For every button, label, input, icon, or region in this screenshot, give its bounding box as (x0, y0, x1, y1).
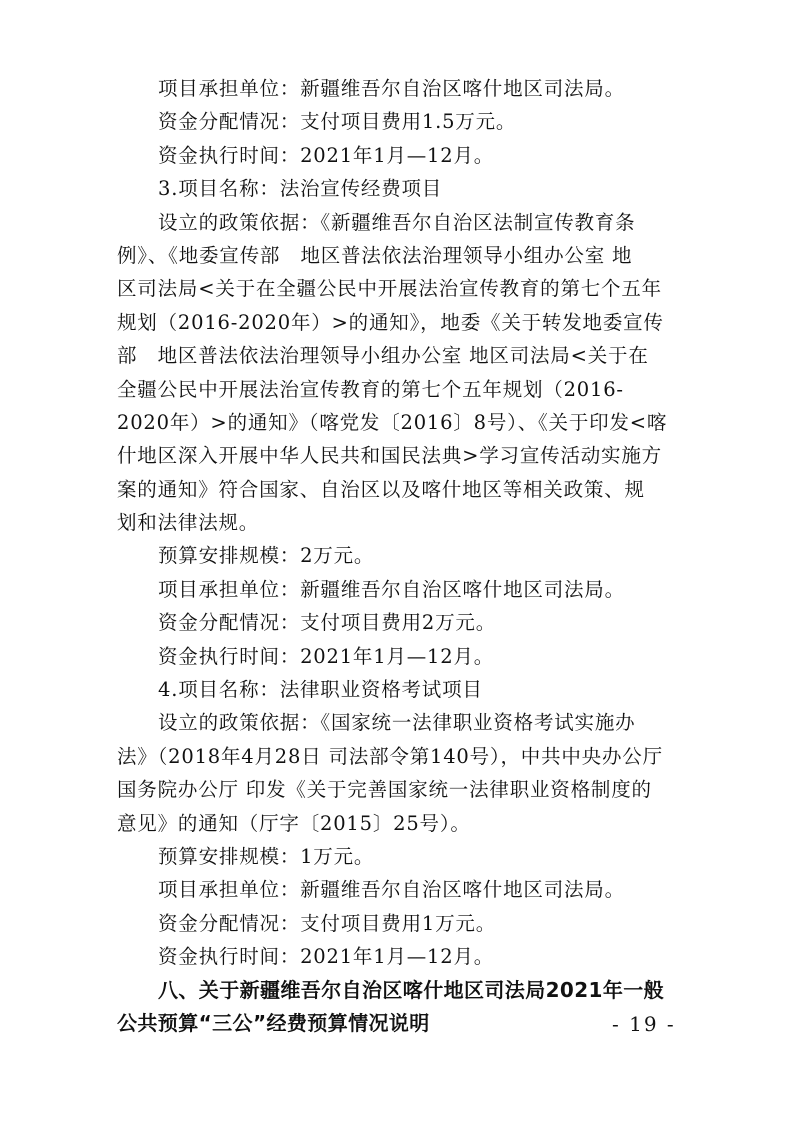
paragraph-line: 项目承担单位：新疆维吾尔自治区喀什地区司法局。 (158, 878, 625, 902)
paragraph-line: 3.项目名称：法治宣传经费项目 (158, 177, 443, 201)
paragraph-line: 4.项目名称：法律职业资格考试项目 (158, 678, 483, 702)
paragraph-line: 资金分配情况：支付项目费用2万元。 (158, 611, 497, 635)
paragraph-line: 国务院办公厅 印发《关于完善国家统一法律职业资格制度的 (117, 778, 652, 802)
paragraph-line: 设立的政策依据：《新疆维吾尔自治区法制宣传教育条 (158, 210, 636, 234)
paragraph-line: 部 地区普法依法治理领导小组办公室 地区司法局<关于在 (117, 344, 649, 368)
paragraph-line: 设立的政策依据：《国家统一法律职业资格考试实施办 (158, 711, 636, 735)
paragraph-line: 意见》的通知（厅字〔2015〕25号）。 (117, 811, 471, 835)
page-number: - 19 - (612, 1012, 676, 1036)
paragraph-line: 案的通知》符合国家、自治区以及喀什地区等相关政策、规 (117, 477, 645, 501)
paragraph-line: 项目承担单位：新疆维吾尔自治区喀什地区司法局。 (158, 77, 625, 100)
paragraph-line: 全疆公民中开展法治宣传教育的第七个五年规划（2016- (117, 377, 624, 401)
paragraph-line: 规划（2016-2020年）>的通知》，地委《关于转发地委宣传 (117, 310, 664, 334)
section-heading-line: 公共预算“三公”经费预算情况说明 (117, 1010, 430, 1035)
document-body (117, 72, 687, 1040)
paragraph-line: 资金执行时间：2021年1月—12月。 (158, 945, 495, 969)
paragraph-line: 项目承担单位：新疆维吾尔自治区喀什地区司法局。 (158, 577, 625, 601)
paragraph-line: 2020年）>的通知》（喀党发〔2016〕8号）、《关于印发<喀 (117, 410, 668, 434)
paragraph-line: 资金分配情况：支付项目费用1.5万元。 (158, 110, 517, 134)
paragraph-line: 预算安排规模：2万元。 (158, 544, 375, 568)
paragraph-line: 预算安排规模：1万元。 (158, 844, 375, 868)
paragraph-line: 法》（2018年4月28日 司法部令第140号），中共中央办公厅 (117, 744, 663, 768)
paragraph-line: 例》、《地委宣传部 地区普法依法治理领导小组办公室 地 (117, 243, 633, 267)
paragraph-line: 资金分配情况：支付项目费用1万元。 (158, 911, 497, 935)
paragraph-line: 资金执行时间：2021年1月—12月。 (158, 644, 495, 668)
section-heading-line: 八、关于新疆维吾尔自治区喀什地区司法局2021年一般 (158, 977, 665, 1002)
paragraph-line: 区司法局<关于在全疆公民中开展法治宣传教育的第七个五年 (117, 277, 662, 301)
paragraph-line: 什地区深入开展中华人民共和国民法典>学习宣传活动实施方 (117, 444, 662, 468)
paragraph-line: 划和法律法规。 (117, 511, 260, 535)
paragraph-line: 资金执行时间：2021年1月—12月。 (158, 143, 495, 167)
